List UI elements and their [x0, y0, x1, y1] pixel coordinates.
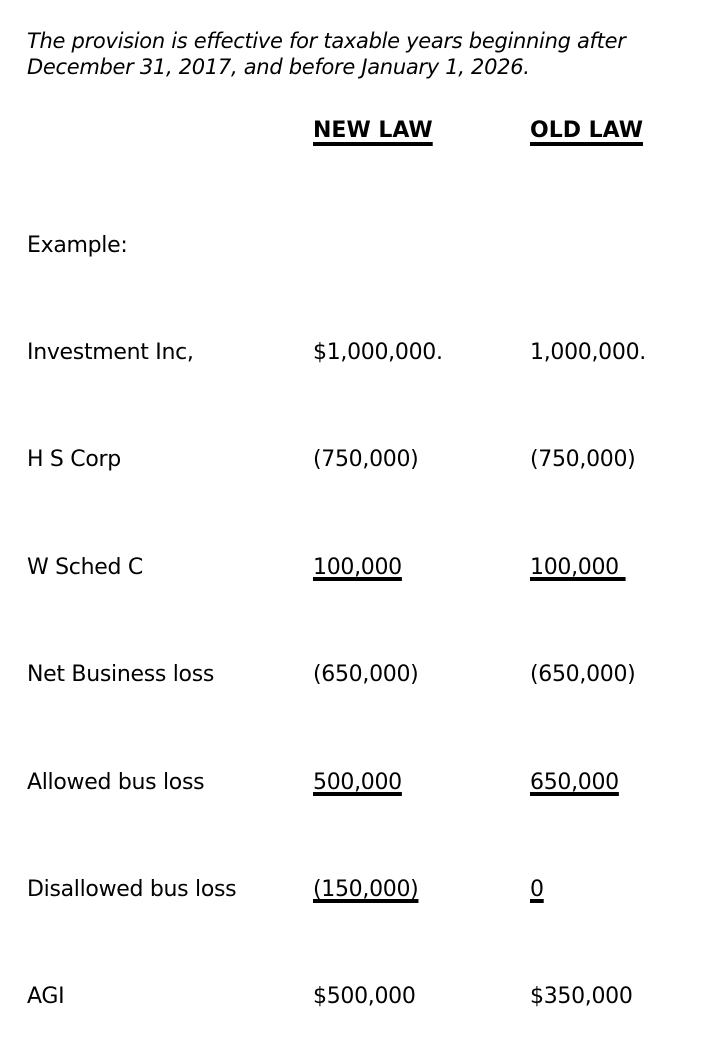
new-allowed-loss: 500,000 [313, 769, 402, 795]
new-disallowed-loss: (150,000) [313, 876, 419, 902]
old-law-header: OLD LAW [530, 118, 643, 143]
old-disallowed-loss: 0 [530, 876, 544, 902]
label-s-corp: H S Corp [27, 447, 121, 473]
label-example: Example: [27, 232, 128, 258]
old-investment: 1,000,000. [530, 339, 646, 365]
old-agi: $350,000 [530, 984, 633, 1010]
label-sched-c: W Sched C [27, 554, 143, 580]
new-net-loss: (650,000) [313, 662, 419, 688]
new-investment: $1,000,000. [313, 339, 443, 365]
old-law-column [530, 156, 646, 1051]
title-line-2: December 31, 2017, and before January 1, 2026. [27, 55, 530, 79]
old-net-loss: (650,000) [530, 662, 636, 688]
new-s-corp: (750,000) [313, 447, 419, 473]
label-disallowed-loss: Disallowed bus loss [27, 876, 237, 902]
label-net-business-loss: Net Business loss [27, 662, 215, 688]
slide-title [27, 28, 626, 80]
old-s-corp: (750,000) [530, 447, 636, 473]
new-law-header: NEW LAW [313, 118, 433, 143]
old-sched-c: 100,000 [530, 554, 626, 580]
old-allowed-loss: 650,000 [530, 769, 619, 795]
label-investment: Investment Inc, [27, 339, 194, 365]
label-allowed-loss: Allowed bus loss [27, 769, 205, 795]
new-agi: $500,000 [313, 984, 416, 1010]
new-sched-c: 100,000 [313, 554, 402, 580]
new-law-column [313, 156, 443, 1051]
label-agi: AGI [27, 984, 65, 1010]
title-line-1: The provision is effective for taxable years beginning after [27, 29, 626, 53]
row-labels [27, 156, 236, 1051]
